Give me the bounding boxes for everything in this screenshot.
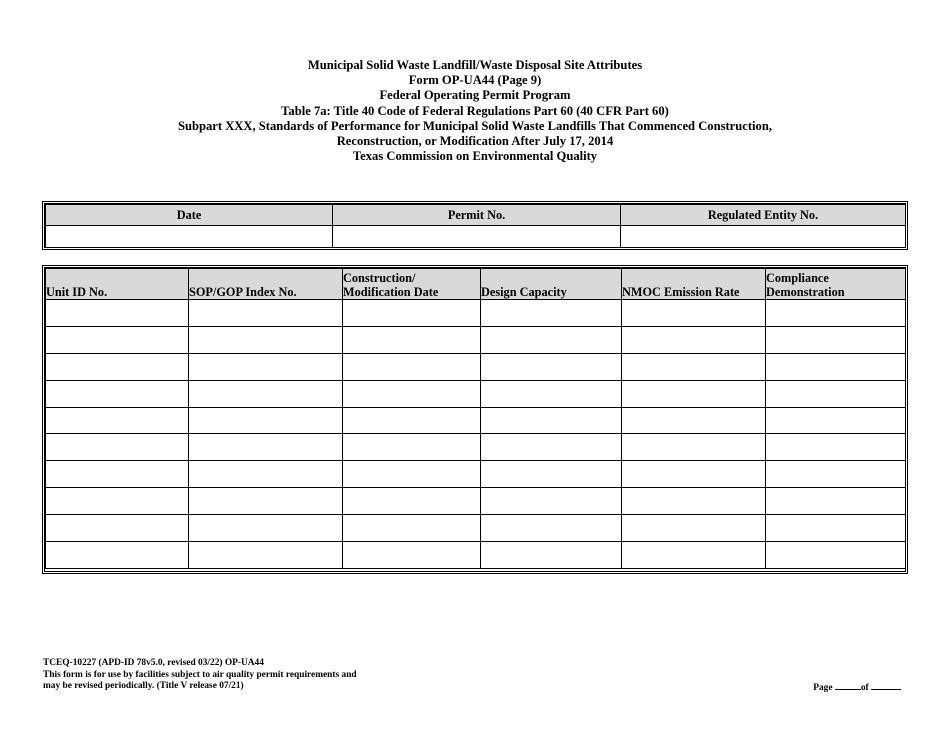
compliance-demonstration-cell[interactable] [766, 461, 906, 488]
header-subpart-cont: Reconstruction, or Modification After July 17, 2014 [336, 134, 614, 149]
compliance-demonstration-cell[interactable] [766, 488, 906, 515]
design-capacity-header [481, 269, 622, 300]
table-row [46, 515, 906, 542]
sop-gop-index-cell[interactable] [189, 542, 343, 569]
header-subpart: Subpart XXX, Standards of Performance for Municipal Solid Waste Landfills That Commenced Construction, [177, 118, 773, 133]
table-row [46, 542, 906, 569]
construction-date-cell[interactable] [343, 434, 481, 461]
header-agency: Texas Commission on Environmental Quality [352, 149, 598, 164]
sop-gop-index-cell[interactable] [189, 407, 343, 434]
design-capacity-cell[interactable] [481, 380, 622, 407]
permit-no-header: Permit No. [333, 205, 621, 226]
design-capacity-cell[interactable] [481, 407, 622, 434]
design-capacity-cell[interactable] [481, 434, 622, 461]
compliance-demonstration-cell[interactable] [766, 515, 906, 542]
design-capacity-cell[interactable] [481, 461, 622, 488]
table-row [46, 488, 906, 515]
design-capacity-cell[interactable] [481, 542, 622, 569]
construction-date-cell[interactable] [343, 407, 481, 434]
nmoc-emission-rate-cell[interactable] [622, 542, 766, 569]
info-table [45, 204, 906, 248]
sop-gop-index-cell[interactable] [189, 488, 343, 515]
construction-date-cell[interactable] [343, 353, 481, 380]
unit-id-cell[interactable] [46, 407, 189, 434]
design-capacity-cell[interactable] [481, 488, 622, 515]
form-footer [43, 658, 357, 693]
compliance-demonstration-cell[interactable] [766, 300, 906, 327]
sop-gop-index-header [189, 269, 343, 300]
page-number-field[interactable] [835, 680, 861, 690]
sop-gop-index-cell[interactable] [189, 353, 343, 380]
nmoc-emission-rate-cell[interactable] [622, 380, 766, 407]
footer-note-line2: may be revised periodically. (Title V release 07/21) [43, 681, 244, 692]
compliance-demonstration-cell[interactable] [766, 353, 906, 380]
construction-date-header-line2: Modification Date [343, 285, 439, 299]
construction-date-header-line1: Construction/ [343, 271, 416, 285]
page-total-field[interactable] [871, 680, 901, 690]
design-capacity-cell[interactable] [481, 300, 622, 327]
construction-date-cell[interactable] [343, 300, 481, 327]
info-table-frame [42, 201, 908, 250]
table-row [46, 300, 906, 327]
date-field[interactable] [46, 226, 333, 248]
design-capacity-cell[interactable] [481, 326, 622, 353]
unit-id-cell[interactable] [46, 434, 189, 461]
date-header: Date [46, 205, 333, 226]
construction-date-header [343, 269, 481, 300]
design-capacity-header-label: Design Capacity [481, 285, 567, 299]
compliance-demonstration-cell[interactable] [766, 326, 906, 353]
permit-no-field[interactable] [333, 226, 621, 248]
page-number [813, 680, 901, 693]
table-row [46, 353, 906, 380]
nmoc-emission-rate-cell[interactable] [622, 300, 766, 327]
unit-id-cell[interactable] [46, 380, 189, 407]
nmoc-emission-rate-cell[interactable] [622, 434, 766, 461]
footer-form-id: TCEQ-10227 (APD-ID 78v5.0, revised 03/22) OP-UA44 [43, 658, 264, 668]
construction-date-cell[interactable] [343, 515, 481, 542]
nmoc-emission-rate-cell[interactable] [622, 488, 766, 515]
compliance-demonstration-header-line1: Compliance [766, 271, 829, 285]
nmoc-emission-rate-cell[interactable] [622, 353, 766, 380]
nmoc-emission-rate-header [622, 269, 766, 300]
sop-gop-index-cell[interactable] [189, 434, 343, 461]
construction-date-cell[interactable] [343, 326, 481, 353]
sop-gop-index-cell[interactable] [189, 461, 343, 488]
unit-table [45, 268, 906, 569]
sop-gop-index-header-label: SOP/GOP Index No. [189, 285, 297, 299]
sop-gop-index-cell[interactable] [189, 300, 343, 327]
table-row [46, 407, 906, 434]
page-label: Page [813, 683, 833, 693]
regulated-entity-field[interactable] [621, 226, 906, 248]
compliance-demonstration-cell[interactable] [766, 380, 906, 407]
unit-table-frame [42, 265, 908, 574]
nmoc-emission-rate-cell[interactable] [622, 407, 766, 434]
unit-id-cell[interactable] [46, 300, 189, 327]
header-form-number: Form OP-UA44 (Page 9) [408, 73, 542, 88]
table-row [46, 380, 906, 407]
unit-id-header-label: Unit ID No. [46, 285, 108, 299]
sop-gop-index-cell[interactable] [189, 515, 343, 542]
unit-id-cell[interactable] [46, 461, 189, 488]
table-row [46, 434, 906, 461]
unit-id-cell[interactable] [46, 353, 189, 380]
table-row [46, 326, 906, 353]
header-program: Federal Operating Permit Program [379, 88, 571, 103]
unit-id-cell[interactable] [46, 542, 189, 569]
compliance-demonstration-cell[interactable] [766, 542, 906, 569]
header-title: Municipal Solid Waste Landfill/Waste Disposal Site Attributes [307, 58, 643, 72]
footer-note-line1: This form is for use by facilities subject to air quality permit requirements and [43, 669, 357, 680]
unit-table-body [46, 300, 906, 569]
form-header [0, 58, 950, 164]
nmoc-emission-rate-header-label: NMOC Emission Rate [622, 285, 740, 299]
unit-id-cell[interactable] [46, 326, 189, 353]
nmoc-emission-rate-cell[interactable] [622, 326, 766, 353]
compliance-demonstration-header-line2: Demonstration [766, 285, 845, 299]
compliance-demonstration-cell[interactable] [766, 407, 906, 434]
unit-id-header [46, 269, 189, 300]
sop-gop-index-cell[interactable] [189, 380, 343, 407]
nmoc-emission-rate-cell[interactable] [622, 461, 766, 488]
nmoc-emission-rate-cell[interactable] [622, 515, 766, 542]
header-table-title: Table 7a: Title 40 Code of Federal Regulations Part 60 (40 CFR Part 60) [281, 103, 669, 118]
of-label: of [860, 683, 869, 693]
construction-date-cell[interactable] [343, 542, 481, 569]
regulated-entity-header: Regulated Entity No. [621, 205, 906, 226]
design-capacity-cell[interactable] [481, 353, 622, 380]
compliance-demonstration-cell[interactable] [766, 434, 906, 461]
unit-id-cell[interactable] [46, 515, 189, 542]
sop-gop-index-cell[interactable] [189, 326, 343, 353]
table-row [46, 461, 906, 488]
unit-id-cell[interactable] [46, 488, 189, 515]
construction-date-cell[interactable] [343, 488, 481, 515]
design-capacity-cell[interactable] [481, 515, 622, 542]
construction-date-cell[interactable] [343, 380, 481, 407]
construction-date-cell[interactable] [343, 461, 481, 488]
compliance-demonstration-header [766, 269, 906, 300]
